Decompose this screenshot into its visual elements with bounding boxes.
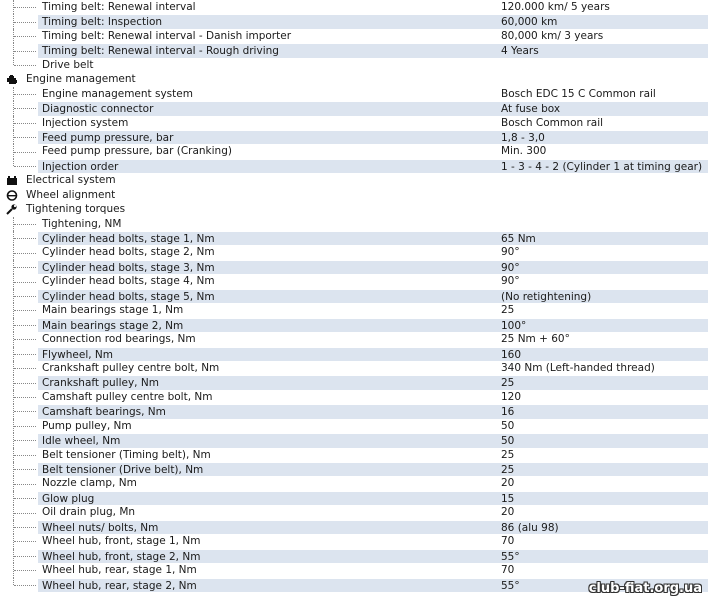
spec-row[interactable] <box>0 274 708 288</box>
spec-value: 70 <box>501 535 515 548</box>
tree-branch-line <box>14 426 36 427</box>
section-title: Tightening torques <box>26 203 126 216</box>
section-title: Electrical system <box>26 174 116 187</box>
spec-label: Timing belt: Inspection <box>42 16 163 29</box>
spec-label: Cylinder head bolts, stage 5, Nm <box>42 290 215 303</box>
spec-row[interactable] <box>0 520 708 534</box>
spec-label: Connection rod bearings, Nm <box>42 333 196 346</box>
tree-branch-line <box>14 51 36 52</box>
tree-branch-line <box>14 65 36 66</box>
tree-branch-line <box>14 224 36 225</box>
spec-value: 20 <box>501 477 515 490</box>
spec-label: Diagnostic connector <box>42 103 154 116</box>
spec-label: Main bearings stage 1, Nm <box>42 304 184 317</box>
spec-row[interactable] <box>0 303 708 317</box>
spec-row[interactable] <box>0 144 708 158</box>
spec-value: 90° <box>501 275 520 288</box>
spec-label: Timing belt: Renewal interval - Danish importer <box>42 29 292 42</box>
spec-row[interactable] <box>0 563 708 577</box>
spec-label: Feed pump pressure, bar <box>42 131 174 144</box>
tree-branch-line <box>14 498 36 499</box>
tree-branch-line <box>14 469 36 470</box>
spec-value: At fuse box <box>501 103 561 116</box>
spec-label: Cylinder head bolts, stage 2, Nm <box>42 246 215 259</box>
tree-branch-line <box>14 108 36 109</box>
spec-row[interactable] <box>0 476 708 490</box>
section-title: Engine management <box>26 73 136 86</box>
tree-branch-line <box>14 166 36 167</box>
spec-label: Wheel hub, rear, stage 1, Nm <box>42 564 197 577</box>
spec-row[interactable] <box>0 14 708 28</box>
tree-branch-line <box>14 556 36 557</box>
spec-label: Wheel nuts/ bolts, Nm <box>42 521 159 534</box>
section-header-electrical[interactable] <box>0 173 708 187</box>
spec-value: 70 <box>501 564 515 577</box>
spec-value: 340 Nm (Left-handed thread) <box>501 361 655 374</box>
spec-label: Cylinder head bolts, stage 4, Nm <box>42 275 215 288</box>
spec-label: Glow plug <box>42 492 95 505</box>
spec-value: 25 Nm + 60° <box>501 333 570 346</box>
spec-value: 90° <box>501 261 520 274</box>
spec-label: Belt tensioner (Drive belt), Nm <box>42 464 204 476</box>
spec-value: 60,000 km <box>501 16 558 29</box>
spec-row[interactable] <box>0 361 708 375</box>
spec-row[interactable] <box>0 260 708 274</box>
tree-branch-line <box>14 368 36 369</box>
tree-branch-line <box>14 310 36 311</box>
spec-label: Crankshaft pulley centre bolt, Nm <box>42 361 220 374</box>
tree-branch-line <box>14 7 36 8</box>
spec-row[interactable] <box>0 390 708 404</box>
spec-row[interactable] <box>0 419 708 433</box>
watermark: club-fiat.org.ua <box>588 581 702 596</box>
spec-value: 4 Years <box>501 45 539 58</box>
spec-label: Cylinder head bolts, stage 3, Nm <box>42 261 215 274</box>
spec-row[interactable] <box>0 217 708 231</box>
spec-label: Tightening, NM <box>42 217 122 230</box>
spec-label: Feed pump pressure, bar (Cranking) <box>42 145 232 158</box>
tree-branch-line <box>14 484 36 485</box>
spec-label: Pump pulley, Nm <box>42 419 132 432</box>
spec-label: Injection system <box>42 116 129 129</box>
spec-value: 1 - 3 - 4 - 2 (Cylinder 1 at timing gear) <box>501 160 703 173</box>
tree-branch-line <box>14 570 36 571</box>
tree-branch-line <box>14 411 36 412</box>
tree-branch-line <box>14 541 36 542</box>
tree-branch-line <box>14 36 36 37</box>
spec-row[interactable] <box>0 505 708 519</box>
spec-label: Engine management system <box>42 87 193 100</box>
spec-value: 50 <box>501 419 515 432</box>
spec-label: Wheel hub, front, stage 1, Nm <box>42 535 201 548</box>
tree-guide-line <box>13 58 14 65</box>
spec-value: 120 <box>501 390 522 403</box>
spec-value: 55° <box>501 579 520 592</box>
spec-row[interactable] <box>0 433 708 447</box>
spec-row[interactable] <box>0 116 708 130</box>
tree-branch-line <box>14 339 36 340</box>
tree-branch-line <box>14 282 36 283</box>
tree-branch-line <box>14 152 36 153</box>
spec-label: Nozzle clamp, Nm <box>42 477 137 490</box>
tree-guide-line <box>13 159 14 166</box>
spec-value: 100° <box>501 319 527 332</box>
spec-label: Injection order <box>42 160 119 173</box>
section-title: Wheel alignment <box>26 188 116 201</box>
spec-row[interactable] <box>0 534 708 548</box>
spec-row[interactable] <box>0 318 708 332</box>
spec-value: 50 <box>501 435 515 448</box>
spec-value: Min. 300 <box>501 145 547 158</box>
wrench-icon <box>6 204 18 215</box>
spec-row[interactable] <box>0 58 708 72</box>
spec-value: 25 <box>501 448 515 461</box>
spec-row[interactable] <box>0 245 708 259</box>
spec-label: Cylinder head bolts, stage 1, Nm <box>42 233 215 245</box>
spec-value: 160 <box>501 348 522 361</box>
spec-label: Main bearings stage 2, Nm <box>42 319 184 332</box>
spec-value: 25 <box>501 377 515 390</box>
spec-row[interactable] <box>0 159 708 173</box>
spec-row[interactable] <box>0 332 708 346</box>
spec-label: Timing belt: Renewal interval <box>42 1 196 13</box>
spec-value: (No retightening) <box>501 290 592 303</box>
tree-branch-line <box>14 354 36 355</box>
spec-label: Idle wheel, Nm <box>42 435 121 448</box>
tree-branch-line <box>14 253 36 254</box>
spec-value: 86 (alu 98) <box>501 521 559 534</box>
spec-value: Bosch EDC 15 C Common rail <box>501 87 656 100</box>
section-header-wheel-alignment[interactable] <box>0 188 708 202</box>
spec-value: 120.000 km/ 5 years <box>501 1 610 13</box>
spec-row[interactable] <box>0 404 708 418</box>
tree-branch-line <box>14 94 36 95</box>
spec-value: 80,000 km/ 3 years <box>501 29 604 42</box>
tree-branch-line <box>14 585 36 586</box>
tree-branch-line <box>14 123 36 124</box>
tree-branch-line <box>14 397 36 398</box>
spec-label: Camshaft bearings, Nm <box>42 406 166 419</box>
spec-value: Bosch Common rail <box>501 116 604 129</box>
spec-value: 25 <box>501 304 515 317</box>
spec-label: Timing belt: Renewal interval - Rough driving <box>42 45 279 58</box>
spec-row[interactable] <box>0 101 708 115</box>
spec-row[interactable] <box>0 130 708 144</box>
tree-branch-line <box>14 296 36 297</box>
spec-row[interactable] <box>0 231 708 245</box>
section-header-tightening[interactable] <box>0 202 708 216</box>
spec-value: 65 Nm <box>501 233 536 245</box>
spec-value: 25 <box>501 464 515 476</box>
engine-icon <box>6 74 18 85</box>
spec-label: Wheel hub, front, stage 2, Nm <box>42 550 201 563</box>
tree-branch-line <box>14 238 36 239</box>
spec-row[interactable] <box>0 375 708 389</box>
spec-label: Belt tensioner (Timing belt), Nm <box>42 448 211 461</box>
spec-value: 15 <box>501 492 515 505</box>
tree-branch-line <box>14 513 36 514</box>
tree-branch-line <box>14 267 36 268</box>
spec-row[interactable] <box>0 462 708 476</box>
tree-branch-line <box>14 22 36 23</box>
spec-value: 1,8 - 3,0 <box>501 131 545 144</box>
tree-branch-line <box>14 527 36 528</box>
section-header-engine-management[interactable] <box>0 72 708 86</box>
spec-row[interactable] <box>0 87 708 101</box>
spec-label: Camshaft pulley centre bolt, Nm <box>42 390 213 403</box>
spec-label: Crankshaft pulley, Nm <box>42 377 159 390</box>
spec-value: 55° <box>501 550 520 563</box>
spec-row[interactable] <box>0 289 708 303</box>
spec-row[interactable] <box>0 43 708 57</box>
spec-label: Oil drain plug, Mn <box>42 506 136 519</box>
spec-value: 16 <box>501 406 515 419</box>
tree-branch-line <box>14 440 36 441</box>
spec-row[interactable] <box>0 491 708 505</box>
spec-row[interactable] <box>0 448 708 462</box>
tree-branch-line <box>14 383 36 384</box>
tree-branch-line <box>14 455 36 456</box>
spec-row[interactable] <box>0 29 708 43</box>
spec-row[interactable] <box>0 549 708 563</box>
spec-label: Wheel hub, rear, stage 2, Nm <box>42 579 197 592</box>
spec-value: 90° <box>501 246 520 259</box>
spec-row[interactable] <box>0 347 708 361</box>
wheel-icon <box>6 190 18 201</box>
spec-value: 20 <box>501 506 515 519</box>
spec-row[interactable] <box>0 0 708 14</box>
tree-branch-line <box>14 137 36 138</box>
spec-label: Flywheel, Nm <box>42 348 114 361</box>
spec-label: Drive belt <box>42 58 94 71</box>
tree-branch-line <box>14 325 36 326</box>
battery-icon <box>6 175 18 186</box>
tree-guide-line <box>13 578 14 585</box>
